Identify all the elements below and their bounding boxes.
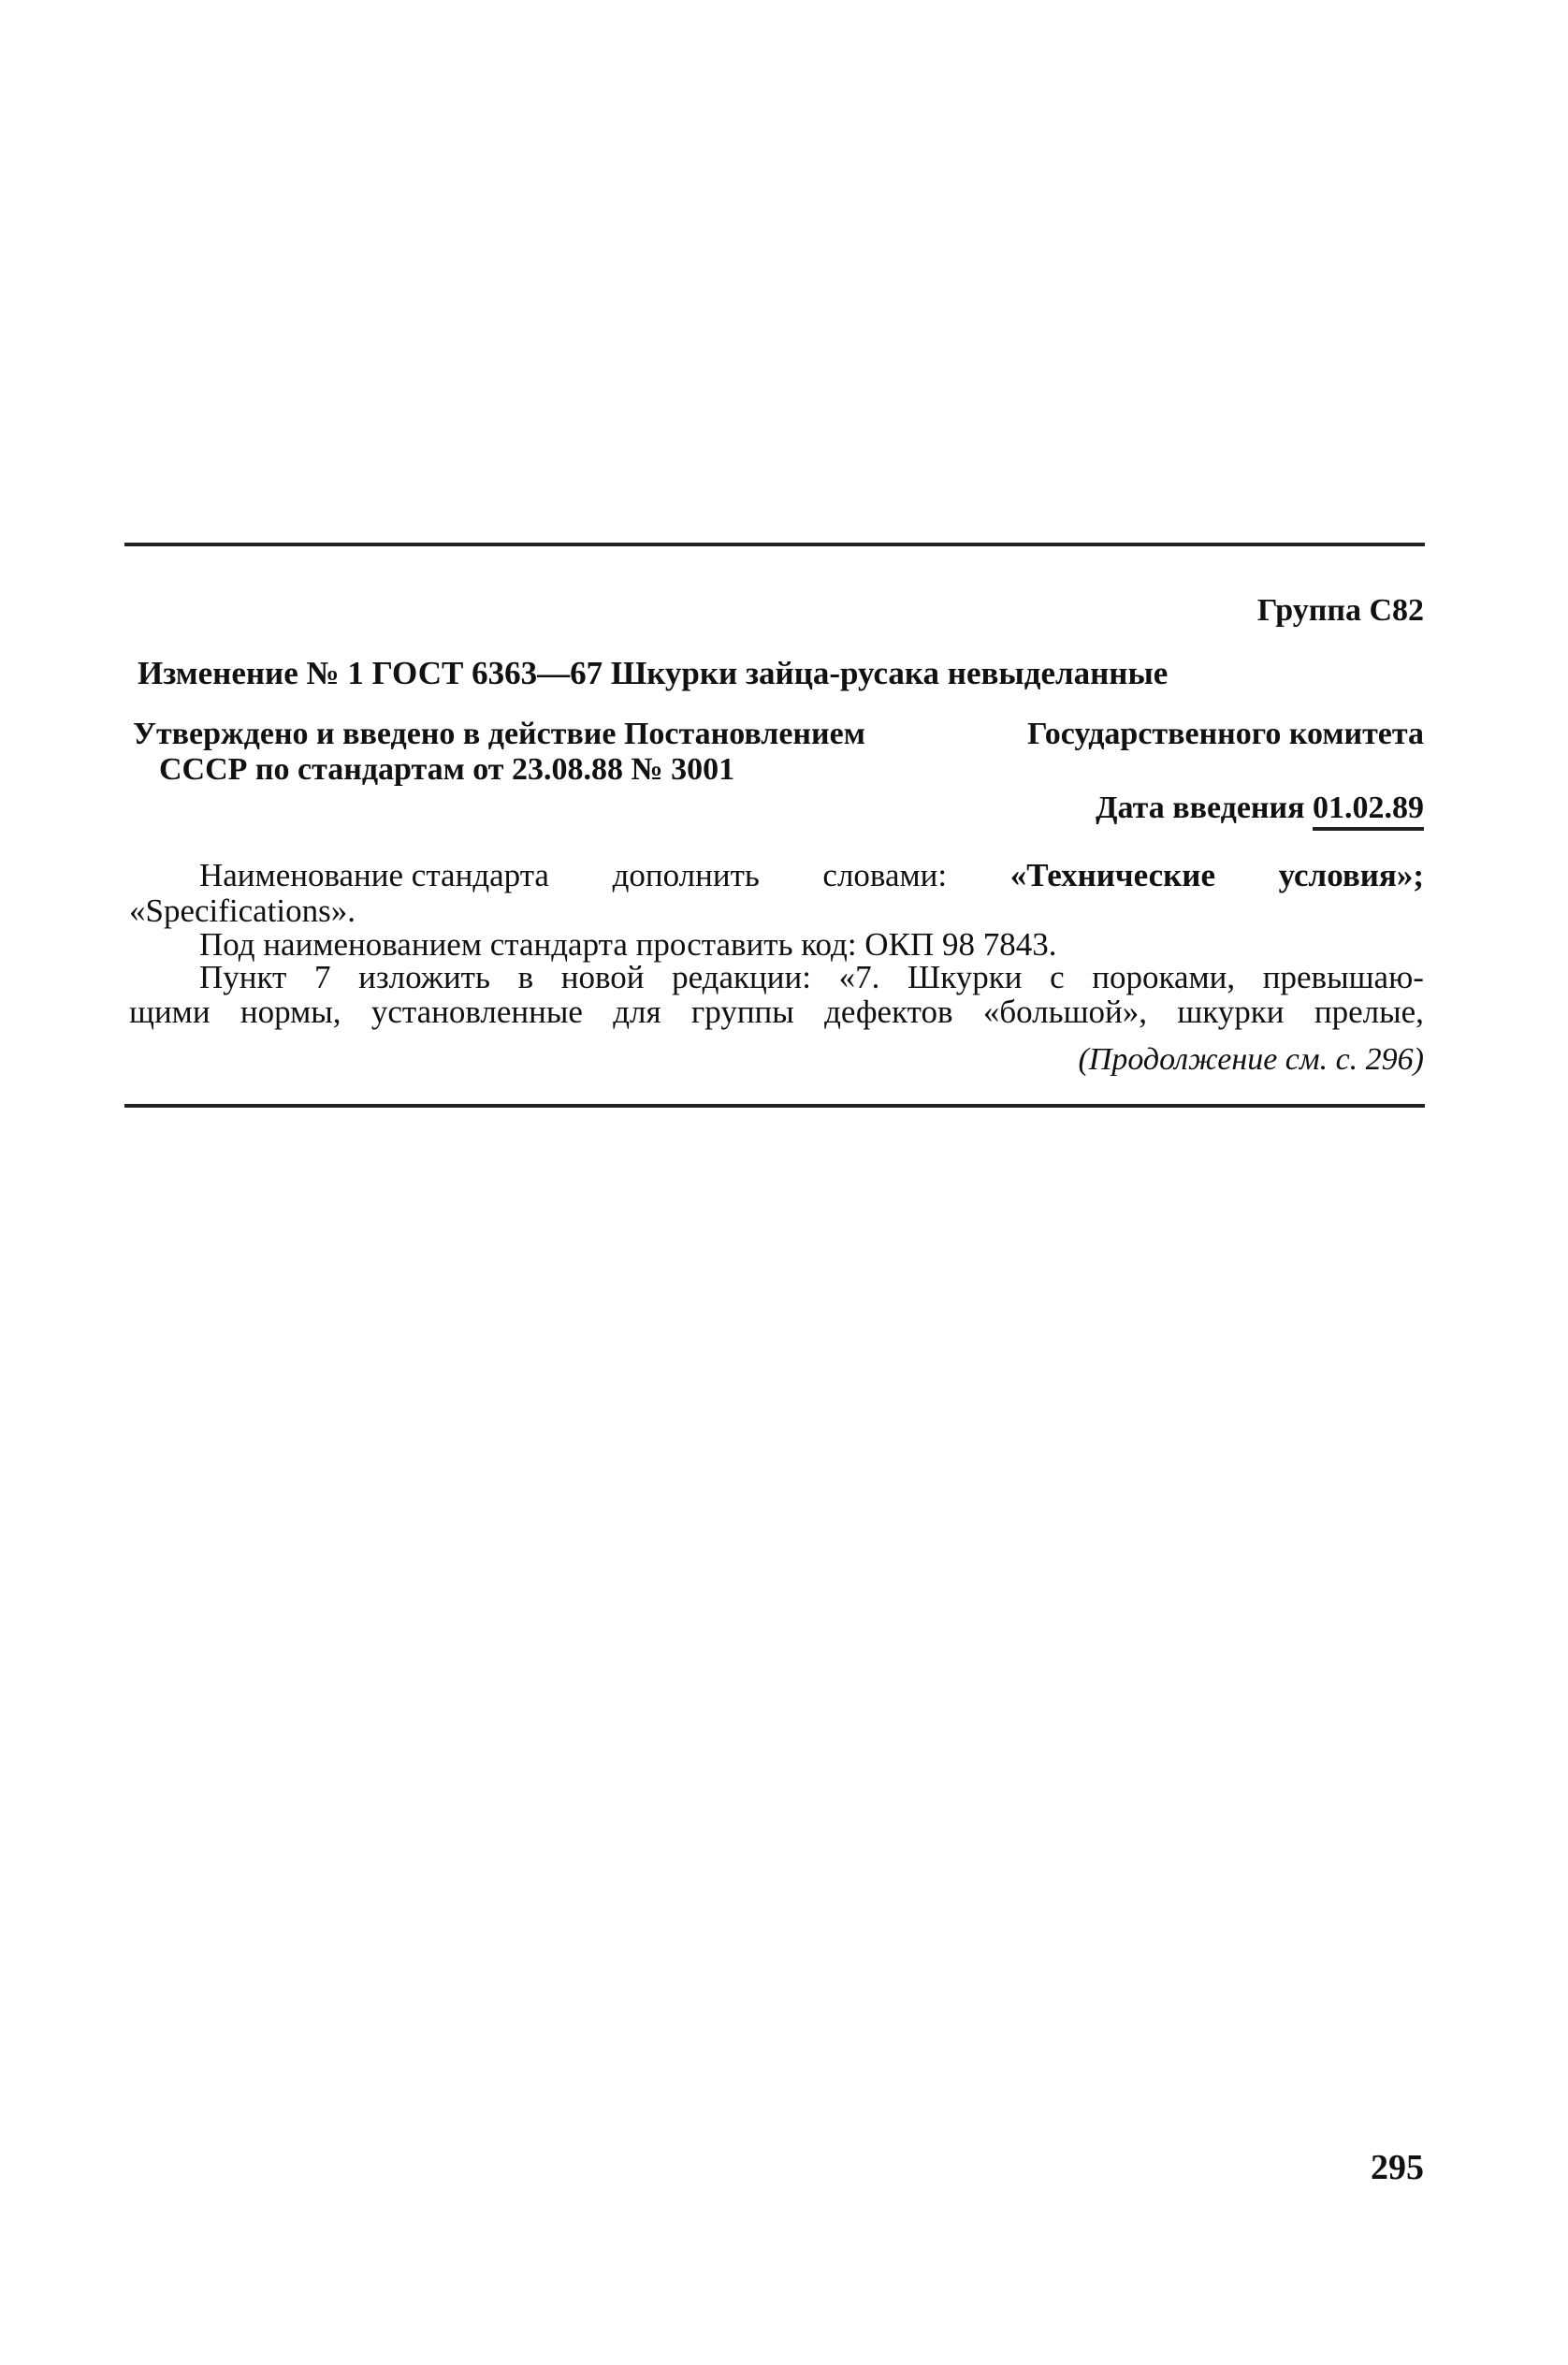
paragraph-word: «Технические — [1009, 857, 1215, 893]
page-number: 295 — [1371, 2148, 1424, 2187]
document-title: Изменение № 1 ГОСТ 6363—67 Шкурки зайца-русака невыделанные — [138, 655, 1169, 691]
paragraph-word: превышаю- — [1262, 959, 1424, 995]
paragraph-word: в — [517, 959, 534, 995]
introduction-date-label: Дата введения — [1096, 791, 1305, 825]
approval-line-2: СССР по стандартам от 23.08.88 № 3001 — [159, 752, 735, 787]
paragraph-2-line-1: Под наименованием стандарта проставить код: ОКП 98 7843. — [199, 926, 1057, 963]
paragraph-word: словами: — [822, 857, 948, 893]
paragraph-word: дополнить — [612, 857, 760, 893]
paragraph-word: для — [613, 994, 661, 1030]
paragraph-3-line-1 — [199, 961, 1424, 994]
top-divider — [124, 543, 1425, 546]
paragraph-word: дефектов — [824, 994, 953, 1030]
paragraph-word: новой — [560, 959, 645, 995]
paragraph-word: условия»; — [1278, 857, 1424, 893]
approval-line-1 — [133, 718, 1424, 750]
paragraph-word: «большой», — [982, 994, 1148, 1030]
paragraph-3-line-2 — [129, 995, 1424, 1028]
paragraph-word: «7. — [838, 959, 880, 995]
bottom-divider — [124, 1104, 1425, 1108]
paragraph-word: изложить — [358, 959, 490, 995]
approval-line-1-part-1: Утверждено и введено в действие Постановлением — [133, 717, 865, 751]
paragraph-word: щими — [129, 994, 211, 1030]
paragraph-word: Шкурки — [907, 959, 1023, 995]
group-code: Группа С82 — [1256, 593, 1424, 628]
paragraph-word: установленные — [370, 994, 583, 1030]
paragraph-word: Пункт — [199, 959, 287, 995]
paragraph-word: нормы, — [240, 994, 341, 1030]
paragraph-word: прелые, — [1314, 994, 1424, 1030]
paragraph-word: шкурки — [1177, 994, 1285, 1030]
paragraph-word: группы — [690, 994, 794, 1030]
paragraph-1-line-2: «Specifications». — [129, 892, 356, 929]
approval-line-1-part-2: Государственного комитета — [1027, 717, 1424, 751]
paragraph-word: редакции: — [672, 959, 811, 995]
paragraph-word: Наименование стандарта — [199, 857, 549, 893]
paragraph-word: 7 — [313, 959, 331, 995]
introduction-date-value: 01.02.89 — [1313, 791, 1424, 831]
introduction-date — [1096, 792, 1424, 824]
paragraph-word: пороками, — [1092, 959, 1236, 995]
paragraph-1-line-1 — [199, 859, 1424, 892]
continuation-note: (Продолжение см. с. 296) — [1078, 1042, 1424, 1077]
paragraph-word: с — [1050, 959, 1065, 995]
